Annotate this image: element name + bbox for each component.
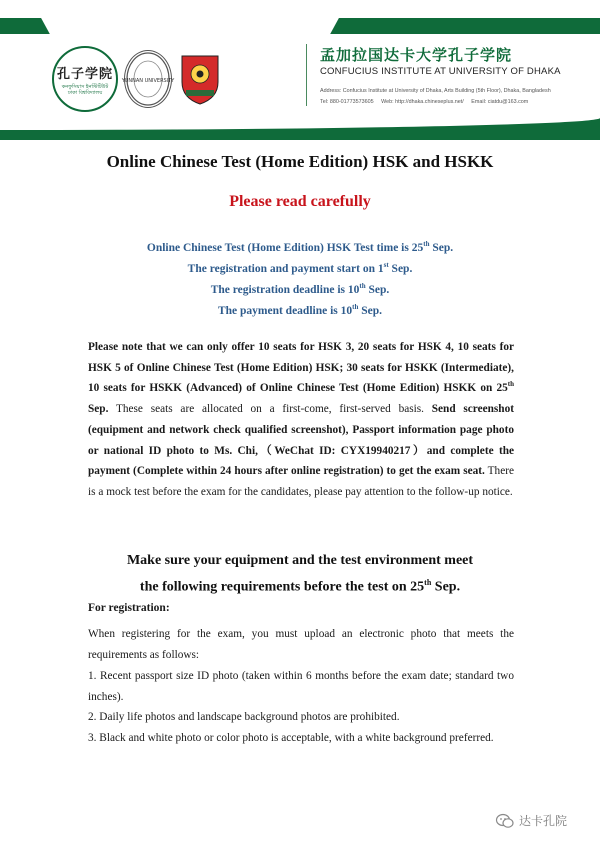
svg-text:YUNNAN UNIVERSITY: YUNNAN UNIVERSITY <box>121 78 175 84</box>
registration-intro: When registering for the exam, you must upload an electronic photo that meets the requirements as follows: <box>88 628 514 661</box>
institute-contact <box>320 99 534 105</box>
registration-item: 3. Black and white photo or color photo is acceptable, with a white background preferred. <box>88 732 494 744</box>
institute-address: Address: Confucius Institute at University of Dhaka, Arts Building (5th Floor), Dhaka, Bangladesh <box>320 88 551 94</box>
schedule-registration-deadline: The registration deadline is 10th Sep. <box>210 282 390 296</box>
institute-name-english: CONFUCIUS INSTITUTE AT UNIVERSITY OF DHAKA <box>320 66 561 77</box>
requirements-heading-line2: the following requirements before the test on 25th Sep. <box>139 578 461 595</box>
notice-paragraph: Please note that we can only offer 10 seats for HSK 3, 20 seats for HSK 4, 10 seats for HSK 5 of Online Chinese Test (Home Edition) HSK; 30 seats for HSKK (Intermediate), 10 seats for HSKK (Advanced) of Online Chinese Test (Home Edition) HSKK on 25th Sep. These seats are allocated on a first-come, first-served basis. Send screenshot (equipment and network check qualified screenshot), Passport information page photo or national ID photo to Ms. Chi,（WeChat ID: CYX19940217）and complete the payment (Complete within 24 hours after online registration) to get the exam seat. There is a mock test before the exam for the candidates, please pay attention to the follow-up notice. <box>88 341 514 498</box>
watermark-text: 达卡孔院 <box>519 814 568 828</box>
wechat-icon <box>496 813 514 829</box>
registration-item: 2. Daily life photos and landscape background photos are prohibited. <box>88 711 400 723</box>
header-logos <box>52 44 222 114</box>
header-divider <box>306 44 307 106</box>
university-of-dhaka-logo <box>178 52 222 106</box>
institute-email: Email: ciatdu@163.com <box>471 99 529 105</box>
confucius-institute-logo: 孔子学院 কনফুসিয়াস ইনস্টিটিউট ঢাকা বিশ্ববিদ্যালয় <box>52 46 118 112</box>
institute-web: Web: http://dhaka.chineseplus.net/ <box>381 99 464 105</box>
dhaka-shield-icon <box>178 52 222 106</box>
page-title: Online Chinese Test (Home Edition) HSK and HSKK <box>106 152 494 171</box>
requirements-heading-line1: Make sure your equipment and the test environment meet <box>126 553 474 568</box>
registration-item: 1. Recent passport size ID photo (taken within 6 months before the exam date; standard two inches). <box>88 670 514 703</box>
schedule-test-time: Online Chinese Test (Home Edition) HSK Test time is 25th Sep. <box>146 240 454 254</box>
header-top-band <box>0 18 600 34</box>
header-bottom-band <box>0 116 600 140</box>
schedule-registration-start: The registration and payment start on 1st Sep. <box>187 261 413 275</box>
yunnan-seal-icon <box>121 51 175 107</box>
institute-tel: Tel: 880-01773573605 <box>320 99 374 105</box>
wechat-watermark <box>496 812 567 829</box>
institute-name-chinese: 孟加拉国达卡大学孔子学院 <box>320 46 513 64</box>
page-subtitle: Please read carefully <box>229 193 371 210</box>
schedule-payment-deadline: The payment deadline is 10th Sep. <box>217 303 383 317</box>
registration-heading: For registration: <box>88 602 170 614</box>
yunnan-university-logo <box>121 50 175 108</box>
